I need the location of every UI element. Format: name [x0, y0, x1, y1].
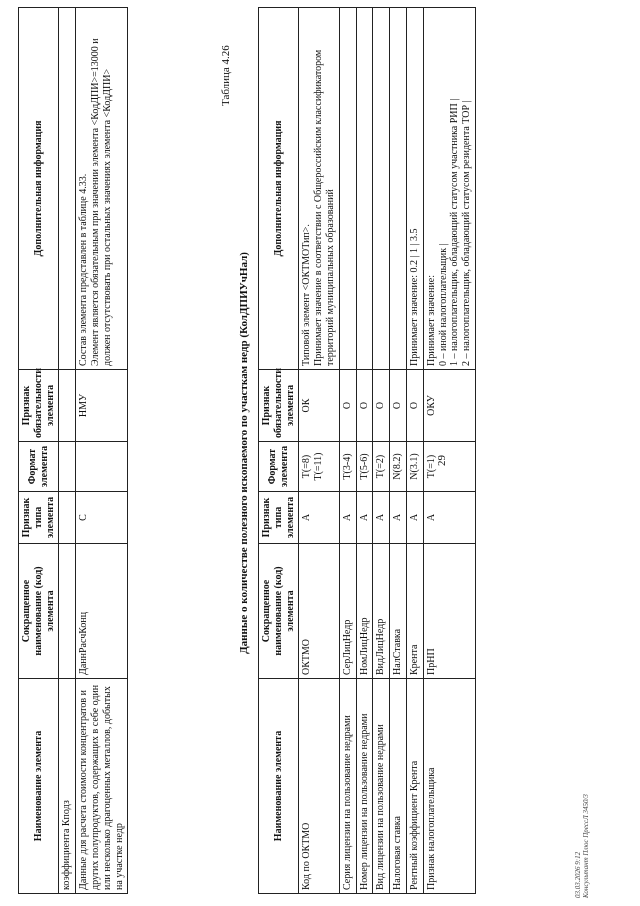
- element-required-cell: НМУ: [76, 370, 128, 442]
- element-info-cell: [356, 8, 373, 370]
- element-format-cell: N(8.2): [390, 442, 407, 492]
- header-cell: Дополнительная информация: [259, 8, 299, 370]
- element-name-cell: Рентный коэффициент Крента: [406, 679, 423, 894]
- table-row: [59, 8, 76, 894]
- element-info-cell: Состав элемента представлен в таблице 4.33. Элемент является обязательным при значении элемента <КодДПИ>=13000 и должен отсутствовать при остальных значениях элемента <КодДПИ>: [76, 8, 128, 370]
- element-format-cell: T(5-6): [356, 442, 373, 492]
- element-code-cell: НомЛицНедр: [356, 544, 373, 679]
- element-type-cell: А: [339, 492, 356, 544]
- header-cell: Наименование элемента: [19, 679, 59, 894]
- element-format-cell: T(=1): [423, 442, 475, 492]
- element-info-cell: [373, 8, 390, 370]
- element-code-cell: ПрНП: [423, 544, 475, 679]
- element-required-cell: [59, 370, 76, 442]
- element-format-cell: T(=2): [373, 442, 390, 492]
- element-info-cell: Принимает значение: 0 – иной налогоплательщик | 1 – налогоплательщик, обладающий статусом участника РИП | 2 – налогоплательщик, обладающий статусом резидента ТОР |: [423, 8, 475, 370]
- element-required-cell: О: [339, 370, 356, 442]
- element-required-cell: ОКУ: [423, 370, 475, 442]
- element-required-cell: О: [390, 370, 407, 442]
- element-name-cell: Серия лицензии на пользование недрами: [339, 679, 356, 894]
- element-type-cell: С: [76, 492, 128, 544]
- element-type-cell: А: [299, 492, 339, 544]
- element-code-cell: Крента: [406, 544, 423, 679]
- element-name-cell: Код по ОКТМО: [299, 679, 339, 894]
- header-cell: Признак типа элемента: [19, 492, 59, 544]
- header-cell: Признак типа элемента: [259, 492, 299, 544]
- print-stamp: [574, 794, 590, 898]
- header-cell: Дополнительная информация: [19, 8, 59, 370]
- header-cell: Признак обязательности элемента: [19, 370, 59, 442]
- header-cell: Формат элемента: [19, 442, 59, 492]
- table-continuation: [18, 7, 128, 894]
- element-name-cell: коэффициента Кподз: [59, 679, 76, 894]
- table-row: [406, 8, 423, 894]
- stamp-line: 03.03.2026 9:12: [574, 851, 582, 898]
- table-row: [339, 8, 356, 894]
- page-number: 29: [436, 455, 448, 466]
- element-code-cell: ВидЛицНедр: [373, 544, 390, 679]
- table-row: [299, 8, 339, 894]
- element-type-cell: А: [373, 492, 390, 544]
- element-type-cell: А: [390, 492, 407, 544]
- element-info-cell: [59, 8, 76, 370]
- table-header-row: [259, 8, 299, 894]
- element-format-cell: T(3-4): [339, 442, 356, 492]
- element-required-cell: О: [373, 370, 390, 442]
- table-header-row: [19, 8, 59, 894]
- element-info-cell: [339, 8, 356, 370]
- element-code-cell: [59, 544, 76, 679]
- table-title: Данные о количестве полезного ископаемого по участкам недр (КолДПИУчНал): [238, 252, 250, 654]
- element-code-cell: НалСтавка: [390, 544, 407, 679]
- element-type-cell: [59, 492, 76, 544]
- element-name-cell: Признак налогоплательщика: [423, 679, 475, 894]
- stamp-line: Консультант Плюс ПрессЛ 3450/3: [582, 794, 591, 898]
- table-row: [373, 8, 390, 894]
- element-type-cell: А: [423, 492, 475, 544]
- element-type-cell: А: [406, 492, 423, 544]
- element-required-cell: ОК: [299, 370, 339, 442]
- element-name-cell: Данные для расчета стоимости концентратов и других полупродуктов, содержащих в себе один или несколько драгоценных металлов, добытых на участке недр: [76, 679, 128, 894]
- element-code-cell: ДаннРасчКонц: [76, 544, 128, 679]
- element-info-cell: [390, 8, 407, 370]
- element-name-cell: Номер лицензии на пользование недрами: [356, 679, 373, 894]
- element-format-cell: N(3.1): [406, 442, 423, 492]
- element-code-cell: ОКТМО: [299, 544, 339, 679]
- header-cell: Наименование элемента: [259, 679, 299, 894]
- element-required-cell: О: [406, 370, 423, 442]
- element-info-cell: Типовой элемент <ОКТМОТип>. Принимает значение в соответствии с Общероссийским классификатором территорий муниципальных образований: [299, 8, 339, 370]
- table-row: [76, 8, 128, 894]
- element-code-cell: СерЛицНедр: [339, 544, 356, 679]
- header-cell: Сокращенное наименование (код) элемента: [259, 544, 299, 679]
- element-format-cell: [59, 442, 76, 492]
- element-name-cell: Вид лицензии на пользование недрами: [373, 679, 390, 894]
- element-format-cell: [76, 442, 128, 492]
- element-required-cell: О: [356, 370, 373, 442]
- table-body: [299, 8, 476, 894]
- element-type-cell: А: [356, 492, 373, 544]
- table-row: [356, 8, 373, 894]
- element-format-cell: T(=8) T(=11): [299, 442, 339, 492]
- element-info-cell: Принимает значение: 0.2 | 1 | 3.5: [406, 8, 423, 370]
- table-kol-dpi-uch-nal: [258, 7, 476, 894]
- header-cell: Сокращенное наименование (код) элемента: [19, 544, 59, 679]
- header-cell: Формат элемента: [259, 442, 299, 492]
- element-name-cell: Налоговая ставка: [390, 679, 407, 894]
- table-label: Таблица 4.26: [220, 45, 232, 106]
- table-row: [423, 8, 475, 894]
- header-cell: Признак обязательности элемента: [259, 370, 299, 442]
- table-row: [390, 8, 407, 894]
